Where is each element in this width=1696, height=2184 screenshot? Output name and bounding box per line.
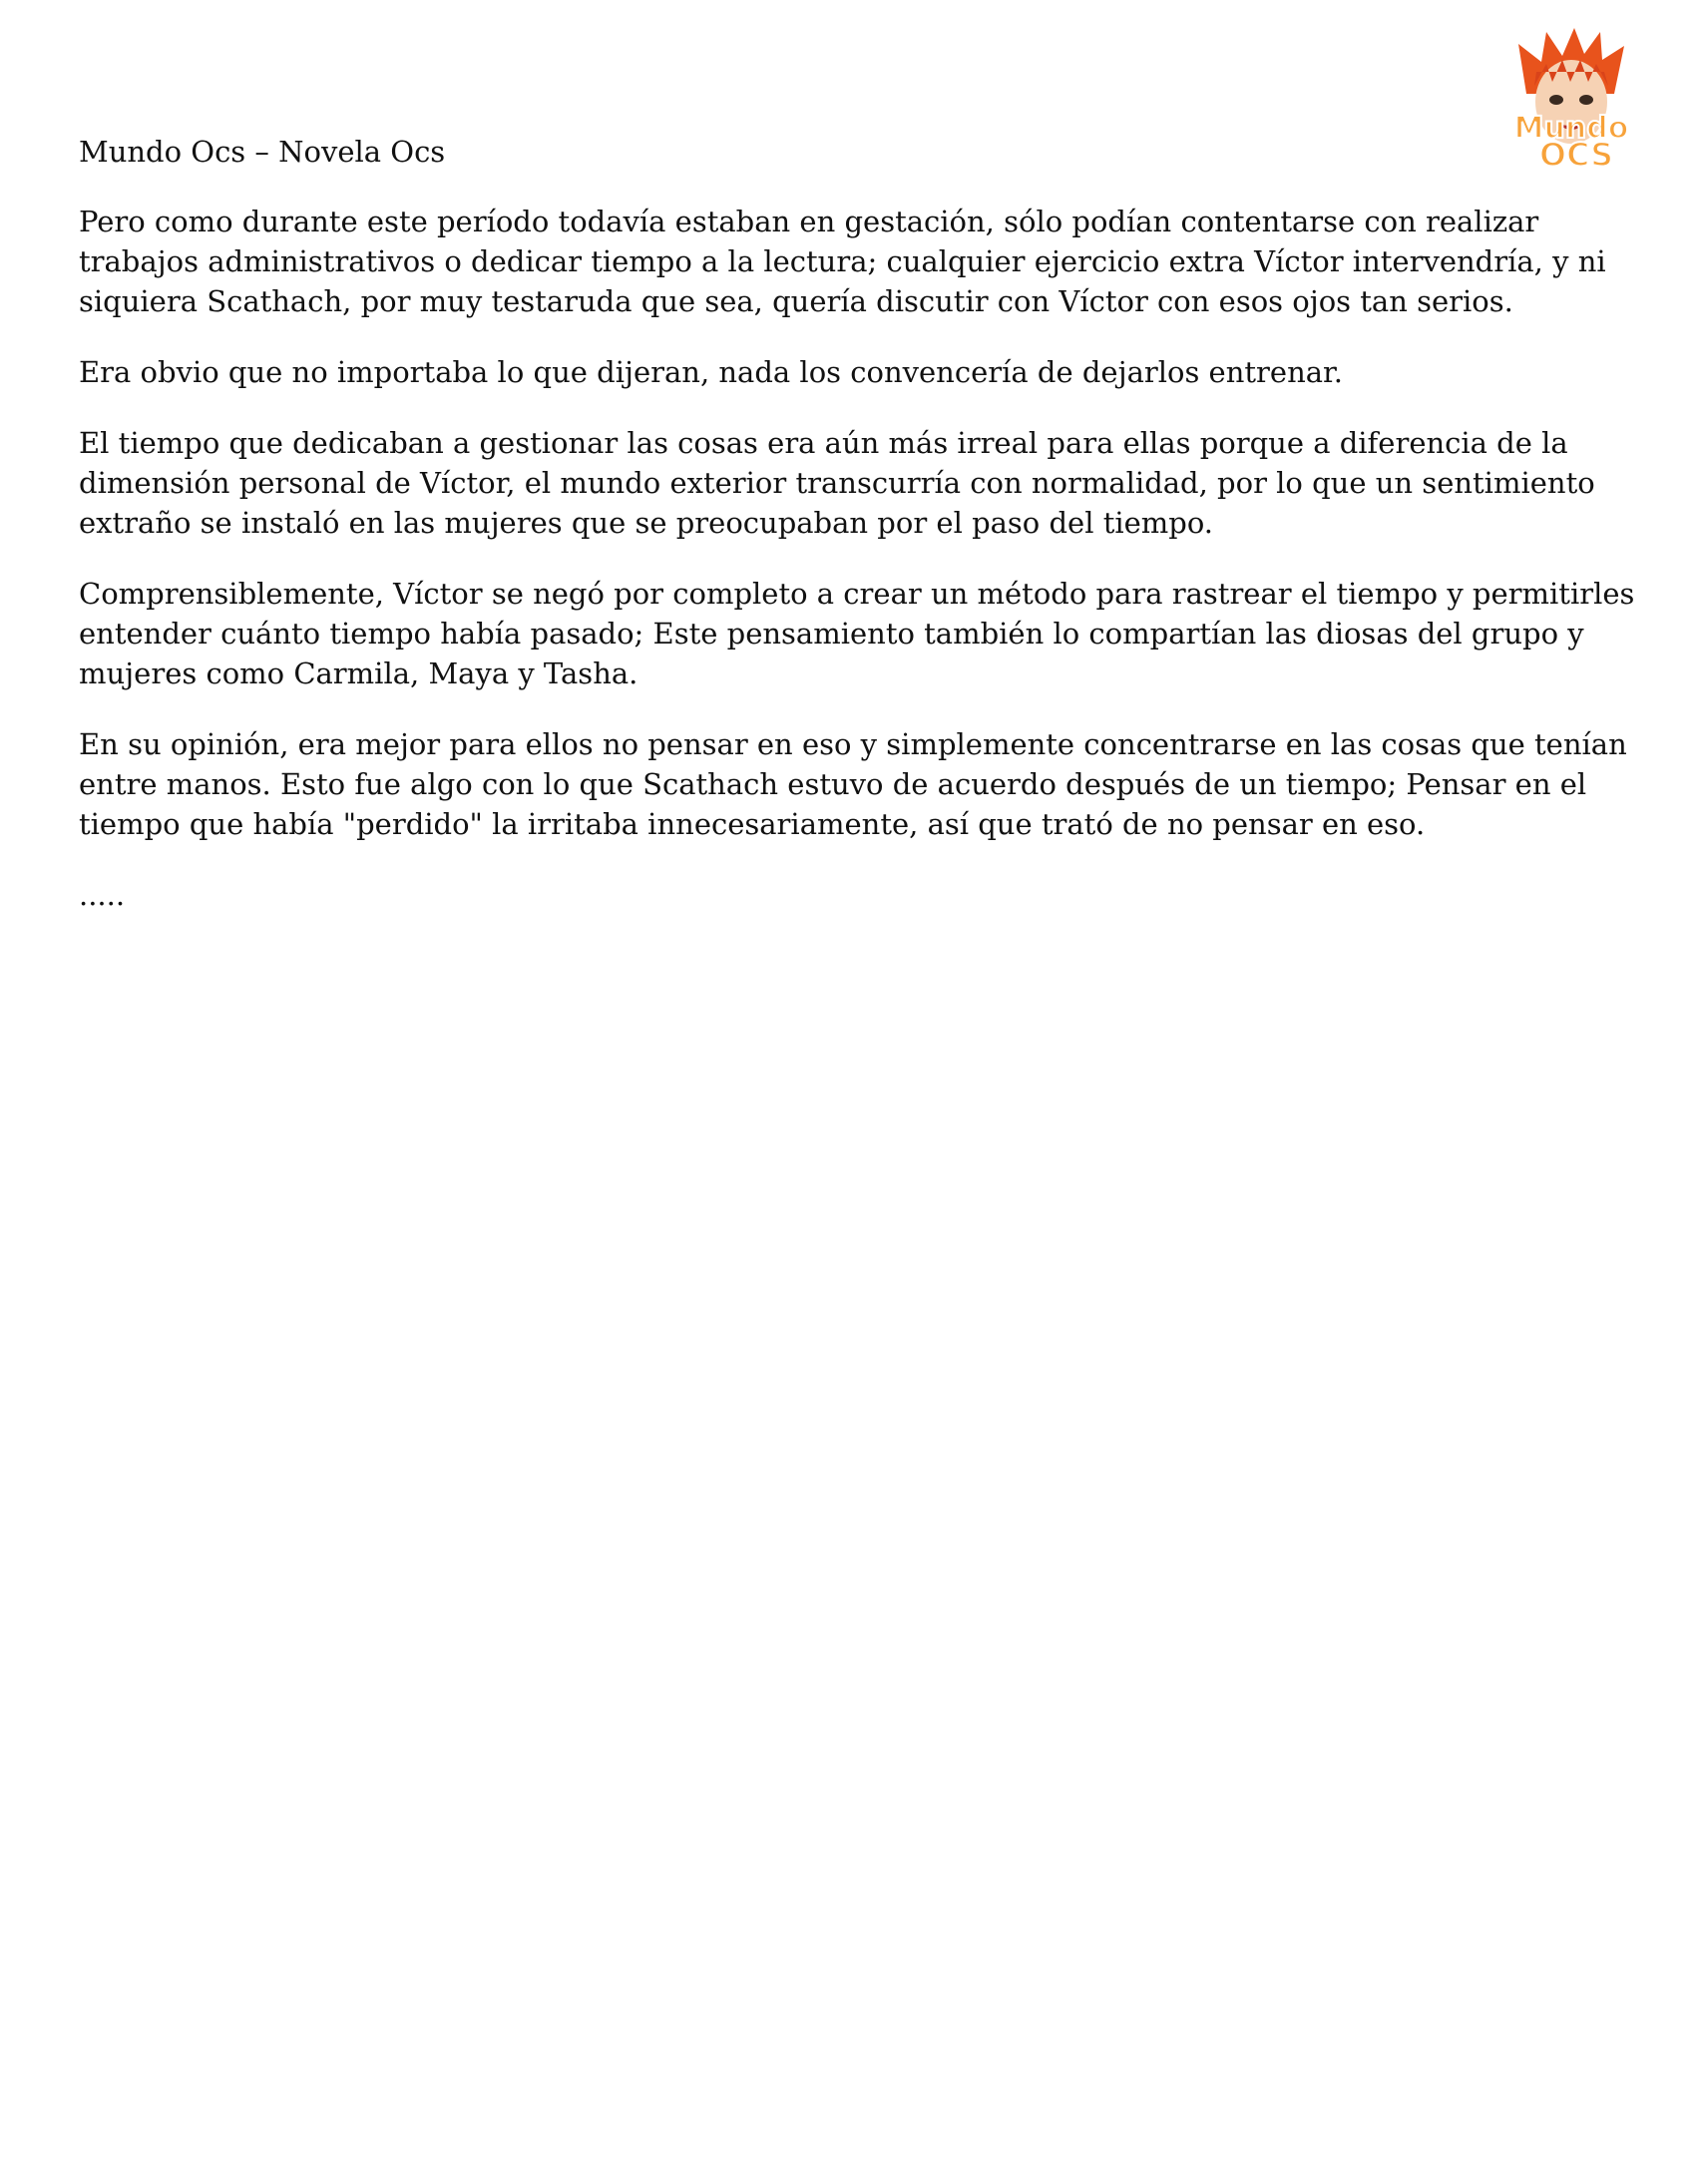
svg-text:Mundo: Mundo	[1513, 111, 1629, 146]
paragraph-3: El tiempo que dedicaban a gestionar las cosas era aún más irreal para ellas porque a diferencia de la dimensión personal de Víctor, el mundo exterior transcurría con normalidad, por lo que un sentimiento extraño se instaló en las mujeres que se preocupaban por el paso del tiempo.	[79, 426, 1595, 540]
document-header: Mundo Ocs – Novela Ocs	[79, 135, 446, 169]
paragraph-ellipsis: .....	[79, 878, 126, 912]
document-body	[79, 132, 1655, 946]
paragraph-5: En su opinión, era mejor para ellos no pensar en eso y simplemente concentrarse en las cosas que tenían entre manos. Esto fue algo con lo que Scathach estuvo de acuerdo después de un tiempo; Pensar en el tiempo que había "perdido" la irritaba innecesariamente, así que trató de no pensar en eso.	[79, 727, 1627, 841]
svg-text:OCS: OCS	[1538, 136, 1614, 174]
paragraph-1: Pero como durante este período todavía estaban en gestación, sólo podían contentarse con realizar trabajos administrativos o dedicar tiempo a la lectura; cualquier ejercicio extra Víctor intervendría, y ni siquiera Scathach, por muy testaruda que sea, quería discutir con Víctor con esos ojos tan serios.	[79, 205, 1606, 318]
paragraph-4: Comprensiblemente, Víctor se negó por completo a crear un método para rastrear el tiempo y permitirles entender cuánto tiempo había pasado; Este pensamiento también lo compartían las diosas del grupo y mujeres como Carmila, Maya y Tasha.	[79, 577, 1635, 690]
paragraph-2: Era obvio que no importaba lo que dijeran, nada los convencería de dejarlos entrenar.	[79, 355, 1343, 389]
